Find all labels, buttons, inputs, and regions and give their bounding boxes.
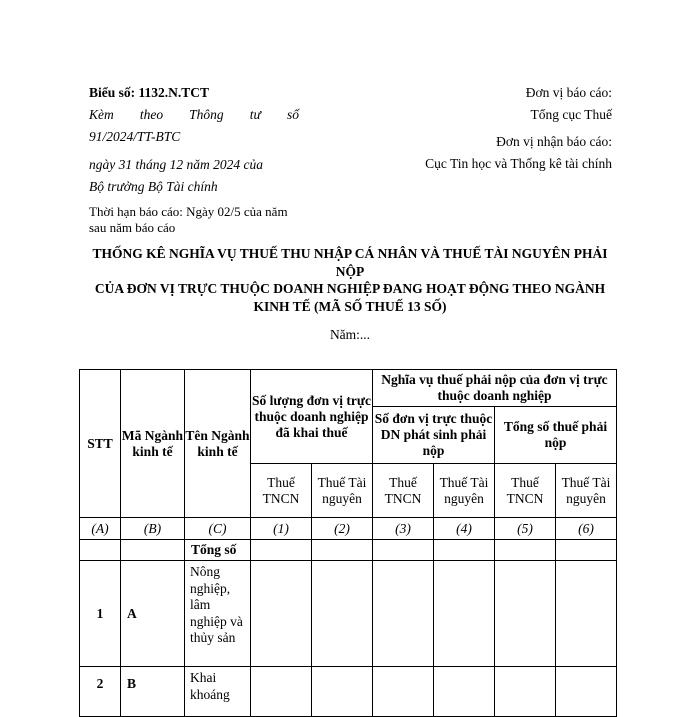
total-row [80,540,617,561]
header-total-tax: Tổng số thuế phải nộp [495,407,617,464]
total-label: Tổng số [185,540,251,561]
row-stt: 1 [80,561,121,667]
attach-line-2: 91/2024/TT-BTC [89,129,181,144]
row-sector-name: Khai khoáng [185,667,251,717]
index-cell: (1) [251,518,312,540]
attach-line-1 [89,104,299,126]
header-resource-3: Thuế Tài nguyên [556,464,617,518]
index-cell: (C) [185,518,251,540]
row-sector-code: A [121,561,185,667]
header-declared-units: Số lượng đơn vị trực thuộc doanh nghiệp đã khai thuế [251,370,373,464]
header-right [352,82,612,175]
index-cell: (3) [373,518,434,540]
form-code: Biểu số: 1132.N.TCT [89,85,210,100]
title-line-2: CỦA ĐƠN VỊ TRỰC THUỘC DOANH NGHIỆP ĐANG HOẠT ĐỘNG THEO NGÀNH KINH TẾ (MÃ SỐ THUẾ 13 SỐ) [94,281,606,314]
title-line-1: THỐNG KÊ NGHĨA VỤ THUẾ THU NHẬP CÁ NHÂN VÀ THUẾ TÀI NGUYÊN PHẢI NỘP [92,246,608,279]
index-cell: (6) [556,518,617,540]
header-left [89,82,299,236]
index-cell: (2) [312,518,373,540]
attach-word: tư [249,107,261,122]
table-row [80,667,617,717]
row-sector-name: Nông nghiệp, lâm nghiệp và thủy sản [185,561,251,667]
index-cell: (A) [80,518,121,540]
attach-word: theo [139,107,164,122]
attach-line-3: ngày 31 tháng 12 năm 2024 của [89,157,263,172]
header-pit-1: Thuế TNCN [251,464,312,518]
report-title [80,245,620,315]
header-pit-2: Thuế TNCN [373,464,434,518]
index-cell: (B) [121,518,185,540]
header-stt: STT [80,370,121,518]
report-deadline: Thời hạn báo cáo: Ngày 02/5 của năm sau năm báo cáo [89,204,288,235]
report-year: Năm:... [329,327,371,342]
row-stt: 2 [80,667,121,717]
header-units-with-obligation: Số đơn vị trực thuộc DN phát sinh phải nộp [373,407,495,464]
reporting-unit-label: Đơn vị báo cáo: [525,85,612,100]
attach-word: số [286,107,299,122]
attach-word: Thông [189,107,224,122]
attach-line-4: Bộ trưởng Bộ Tài chính [89,179,218,194]
index-cell: (4) [434,518,495,540]
row-sector-code: B [121,667,185,717]
header-sector-code: Mã Ngành kinh tế [121,370,185,518]
index-cell: (5) [495,518,556,540]
statistics-table [79,369,617,717]
header-pit-3: Thuế TNCN [495,464,556,518]
header-sector-name: Tên Ngành kinh tế [185,370,251,518]
table-row [80,561,617,667]
receiving-unit: Cục Tin học và Thống kê tài chính [425,156,612,171]
attach-word: Kèm [89,107,114,122]
header-resource-2: Thuế Tài nguyên [434,464,495,518]
reporting-unit: Tổng cục Thuế [530,107,612,122]
header-resource-1: Thuế Tài nguyên [312,464,373,518]
header-tax-obligation: Nghĩa vụ thuế phải nộp của đơn vị trực thuộc doanh nghiệp [373,370,617,407]
column-index-row [80,518,617,540]
receiving-unit-label: Đơn vị nhận báo cáo: [496,134,612,149]
